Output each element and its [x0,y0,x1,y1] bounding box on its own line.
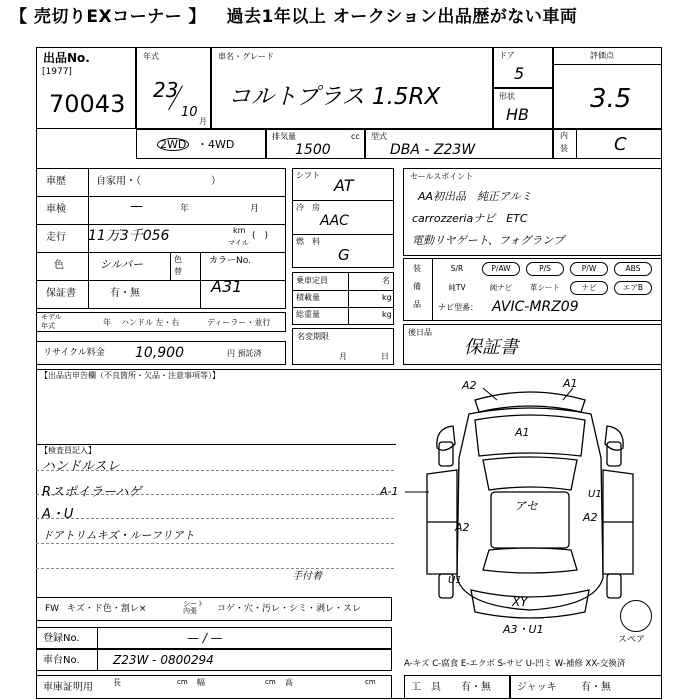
damage-u1-rear: U1 [448,575,462,586]
damage-a3u1: A3・U1 [503,623,544,636]
damage-legend: A-キズ C-腐食 E-エクボ S-サビ U-凹ミ W-補修 XX-交換済 [404,659,626,669]
equip-tv: 純TV [448,283,466,292]
title-banner [0,0,700,34]
model-year-row [36,312,286,332]
year-box [136,47,211,129]
name-change-month: 月 [339,352,347,361]
load-unit: kg [382,293,392,302]
later-items-label: 後日品 [408,328,432,337]
inspection-label: 車検 [46,204,66,215]
registration-row [36,627,392,649]
inspector-header: 【検査員記入】 [40,446,96,455]
drive-box [136,129,266,159]
damage-a2-left: A2 [455,521,470,534]
lot-number: 70043 [49,90,126,118]
history-label: 車歴 [46,176,66,187]
spare-label: スペア [618,635,646,645]
registration-label: 登録No. [43,633,80,644]
sales-point-line-1: AA初出品 純正アルミ [418,190,532,203]
ac-label-1: 冷 [296,203,304,212]
fuel-value: G [338,246,350,264]
sales-point-line-2: carrozzeriaナビ ETC [412,212,528,225]
color-no-value: A31 [211,277,243,296]
sales-point-line-3: 電動リヤゲート、フォグランプ [412,234,565,247]
displacement-unit: cc [351,132,360,141]
certificate-cm-2: cm [265,678,276,686]
jack-value: 有・無 [581,682,611,693]
drive-selected: 2WD [157,138,189,151]
body-shape-value: HB [506,105,530,124]
equip-pw: P/W [570,262,608,276]
interior-value: C [614,134,627,155]
fuel-label-1: 燃 [296,237,304,246]
inspector-note-1: ハンドルスレ [42,459,120,474]
year-value: 23 [153,78,179,102]
equip-paw: P/AW [482,262,520,276]
recycle-unit: 円 預託済 [227,349,262,358]
name-change-box [292,328,394,365]
equip-sr: S/R [450,264,464,273]
recycle-box [36,341,286,365]
jack-box [510,675,662,699]
equip-abs: ABS [614,262,652,276]
model-row-label-2: 年式 [41,322,55,330]
car-name-value: コルトプラス 1.5RX [228,84,441,110]
mileage-value: 11万3千056 [88,228,170,244]
equip-airbag: エアB [614,281,652,295]
color-change-1: 色 [174,255,182,264]
banner-right: 過去1年以上 オークション出品歴がない車両 [226,7,578,27]
condition-handwritten: 手付着 [292,571,322,582]
chassis-row [36,649,392,671]
doors-label: ドア [499,51,515,60]
mileage-unit-km: km [233,226,246,235]
mileage-paren: ( ) [252,231,269,241]
doors-box [493,47,553,88]
interior-box [553,129,662,159]
recycle-label: リサイクル料金 [43,348,105,358]
windshield-shape [483,457,577,490]
condition-items: キズ・ド色・割レ× [67,604,147,614]
interior-label-2: 装 [560,144,568,153]
damage-a1-top: A1 [563,377,578,390]
lot-box [36,47,136,129]
equip-navi-model-label: ナビ型番： [438,303,478,312]
color-no-label: カラーNo. [209,256,251,266]
score-value: 3.5 [590,84,632,114]
inspection-month-unit: 月 [250,204,260,214]
doors-value: 5 [514,64,525,83]
spare-tire-icon [620,600,652,632]
tools-label: 工 具 [411,682,441,693]
damage-roof: アセ [514,499,538,513]
certificate-cm-1: cm [177,678,188,686]
inspector-note-3: A・U [42,507,74,522]
damage-rear: XY [512,595,528,609]
model-row-handle: ハンドル 左・右 [121,318,180,327]
chassis-value: Z23W - 0800294 [113,653,214,667]
fuel-label-2: 料 [312,237,320,246]
certificate-width: 幅 [197,678,205,687]
color-value: シルバー [100,258,143,271]
displacement-box [266,129,365,159]
displacement-value: 1500 [295,142,331,158]
drive-other: ・4WD [197,138,235,151]
damage-a1-hood: A1 [515,426,530,439]
displacement-label: 排気量 [272,132,296,141]
name-change-day: 日 [381,352,389,361]
lot-label: 出品No. [43,51,90,65]
car-name-label: 車名・グレード [218,52,274,61]
body-shape-label: 形状 [499,92,515,101]
damage-a2-top: A2 [462,379,477,392]
color-label: 色 [54,260,64,271]
model-label: 型式 [371,132,387,141]
warranty-value: 有・無 [110,288,140,299]
score-label: 評価点 [590,51,614,60]
rear-window-shape [483,548,577,573]
certificate-height: 高 [285,678,293,687]
mileage-unit-mile: マイル [228,239,249,247]
warranty-label: 保証書 [46,288,76,299]
equip-navi-std: 純ナビ [489,283,513,292]
later-items-value: 保証書 [464,337,518,358]
tools-box [404,675,510,699]
certificate-long: 長 [113,678,121,687]
tools-value: 有・無 [461,682,491,693]
name-change-label: 名変期限 [297,332,329,341]
capacity-unit: 名 [382,276,390,285]
body-shape-box [493,88,553,129]
damage-a1-left: A-1 [380,485,399,498]
model-box [365,129,553,159]
equip-navi: ナビ [570,281,608,295]
condition-fw: FW [45,604,60,614]
gross-label: 総重量 [296,310,320,319]
lot-sub-number: [1977] [42,67,72,77]
certificate-label: 車庫証明用 [43,682,93,693]
year-label: 年式 [143,52,159,61]
equip-navi-model-value: AVIC-MRZ09 [492,299,579,315]
model-value: DBA - Z23W [390,142,476,158]
capacity-label: 乗車定員 [296,276,328,285]
equipment-label-1: 装 [413,264,421,273]
gross-unit: kg [382,310,392,319]
ac-label-2: 房 [312,203,320,212]
interior-label-1: 内 [560,131,568,140]
equip-leather: 革シート [530,283,560,292]
mileage-label: 走行 [46,232,66,243]
inspection-value: — [130,199,143,214]
hood-shape [475,415,585,456]
registration-value: — / — [187,631,223,645]
damage-u1-right: U1 [588,489,602,500]
certificate-cm-3: cm [365,678,376,686]
inspection-year-unit: 年 [180,204,190,214]
jack-label: ジャッキ [517,682,557,693]
color-no-box [200,252,286,309]
car-name-box [211,47,493,129]
color-change-2: 替 [174,267,182,276]
model-row-label-1: モデル [41,313,62,321]
sales-points-box [403,168,662,256]
load-label: 積載量 [296,293,320,302]
recycle-value: 10,900 [135,345,184,361]
condition-seat-items: コゲ・穴・汚レ・シミ・剥レ・スレ [217,604,362,614]
shift-value: AT [334,176,354,195]
shift-label: シフト [296,171,320,180]
year-month: 10 [181,105,198,120]
certificate-row [36,675,392,699]
damage-a2-right: A2 [583,511,598,524]
sales-points-label: セールスポイント [410,172,474,181]
condition-seat: シート 内張 [183,600,204,615]
equipment-label-2: 備 [413,282,421,291]
equip-ps: P/S [526,262,564,276]
model-row-dealer: ディーラー・並行 [207,318,271,327]
remarks-header: 【出品店申告欄（不良箇所・欠品・注意事項等）】 [40,371,220,380]
year-month-unit: 月 [199,117,207,126]
inspector-note-2: Rスポイラーハゲ [42,485,142,500]
later-items-box [403,324,662,365]
score-box [553,47,662,129]
condition-row [36,597,392,621]
chassis-label: 車台No. [43,655,80,666]
equipment-box [403,258,662,321]
equipment-label-3: 品 [413,300,421,309]
model-row-year-unit: 年 [103,318,111,327]
inspector-note-4: ドアトリムキズ・ルーフリアト [42,529,195,542]
ac-value: AAC [320,213,349,229]
history-value: 自家用・（ ） [96,176,221,187]
banner-left: 【 売切りEXコーナー 】 [10,7,207,27]
